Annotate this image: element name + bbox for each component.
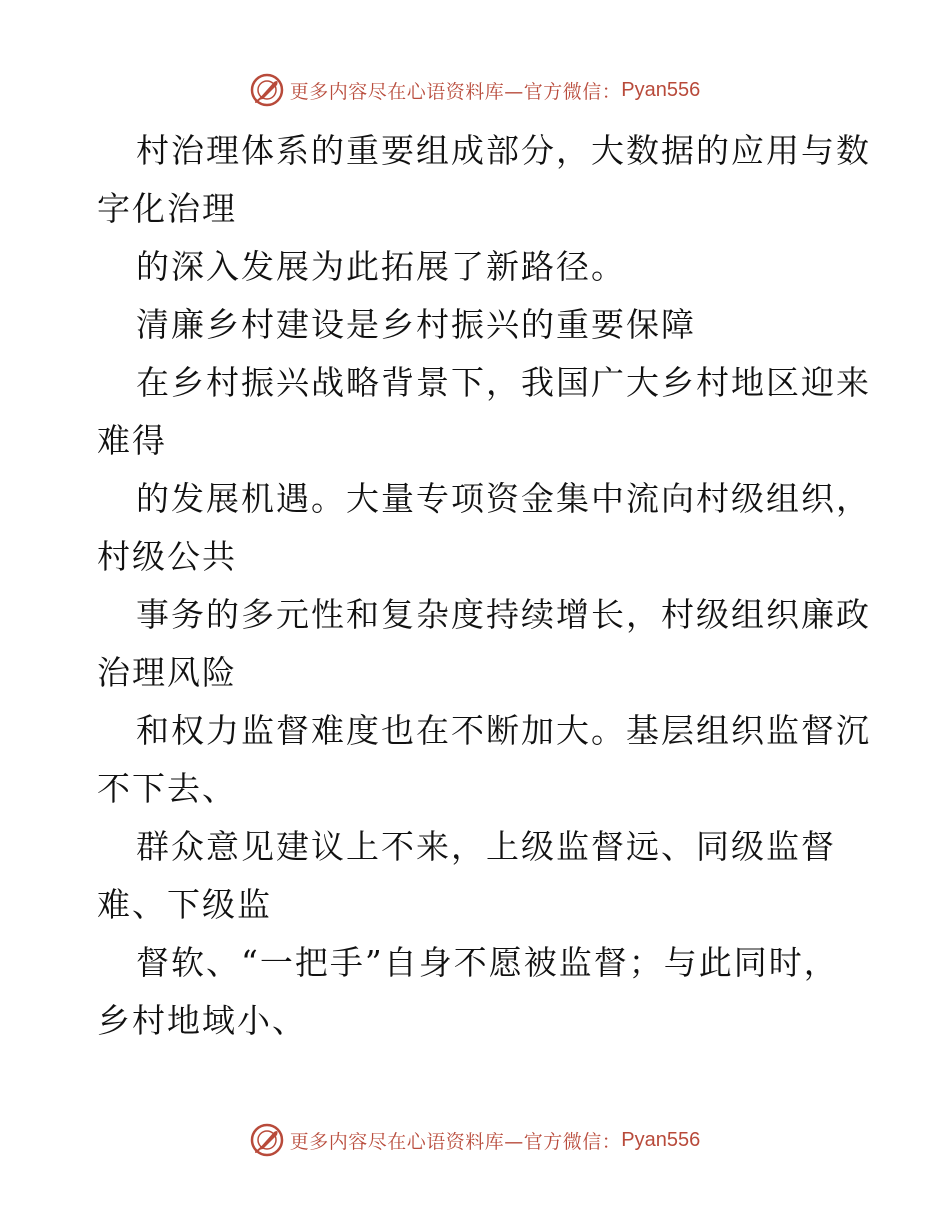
text-line: 村治理体系的重要组成部分，大数据的应用与数 [136,131,871,170]
feather-pen-logo-icon [250,1123,284,1157]
text-line: 在乡村振兴战略背景下，我国广大乡村地区迎来 [136,363,871,402]
text-line: 和权力监督难度也在不断加大。基层组织监督沉 [136,711,871,750]
text-line: 乡村地域小、 [97,1001,307,1040]
text-line: 村级公共 [97,537,237,576]
text-line: 督软、“一把手”自身不愿被监督；与此同时， [136,943,839,982]
text-line: 治理风险 [97,653,237,692]
text-line: 群众意见建议上不来，上级监督远、同级监督 [136,827,836,866]
banner-wechat-id: Pyan556 [621,78,701,101]
banner-wechat-id: Pyan556 [621,1128,701,1151]
header-watermark-banner [0,70,950,110]
text-line: 难得 [97,421,167,460]
banner-text: 更多内容尽在心语资料库—官方微信： [289,1130,622,1153]
banner-text: 更多内容尽在心语资料库—官方微信： [289,80,622,103]
text-line: 不下去、 [97,769,237,808]
text-line: 的深入发展为此拓展了新路径。 [136,247,626,286]
section-heading-line: 清廉乡村建设是乡村振兴的重要保障 [136,305,696,344]
feather-pen-logo-icon [250,73,284,107]
document-body [97,122,871,1050]
text-line: 字化治理 [97,189,237,228]
text-line: 的发展机遇。大量专项资金集中流向村级组织， [136,479,871,518]
text-line: 难、下级监 [97,885,272,924]
text-line: 事务的多元性和复杂度持续增长，村级组织廉政 [136,595,871,634]
footer-watermark-banner [0,1120,950,1160]
